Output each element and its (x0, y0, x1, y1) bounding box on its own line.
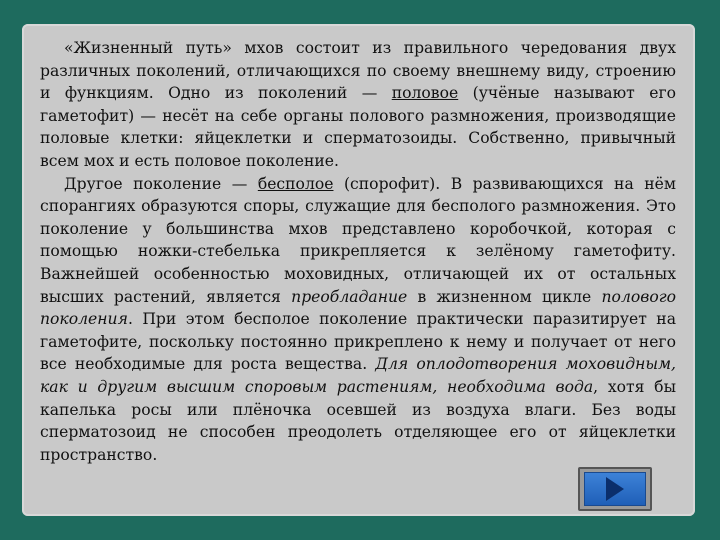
term-sexual: половое (391, 84, 459, 103)
term-asexual: бесполое (257, 174, 334, 193)
next-slide-button[interactable] (578, 467, 652, 511)
play-next-icon (606, 477, 624, 501)
paragraph-2: Другое поколение — бесполое (спорофит). В развивающихся на нём спорангиях образуются споры, служащие для бесполого размножения. Это поколение у большинства мхов представлено коробочкой, которая с помощью ножки-стебелька прикрепляется к зелёному гаметофиту. Важнейшей особенностью моховидных, отличающей их от остальных высших растений, является преобладание в жизненном цикле полового поколения. При этом бесполое поколение практически паразитирует на гаметофите, поскольку постоянно прикреплено к нему и получает от него все необходимые для роста вещества. Для оплодотворения моховидным, как и другим высшим споровым растениям, необходима вода, хотя бы капелька росы или плёночка осевшей из воздуха влаги. Без воды сперматозоид не способен преодолеть отделяющее его от яйцеклетки пространство. (40, 174, 676, 464)
paragraph-1: «Жизненный путь» мхов состоит из правильного чередования двух различных поколений, отличающихся по своему внешнему виду, строению и функциям. Одно из поколений — половое (учёные называют его гаметофит) — несёт на себе органы полового размножения, производящие половые клетки: яйцеклетки и сперматозоиды. Собственно, привычный всем мох и есть половое поколение. (40, 39, 677, 170)
text-card (22, 24, 695, 516)
body-text (40, 37, 676, 466)
